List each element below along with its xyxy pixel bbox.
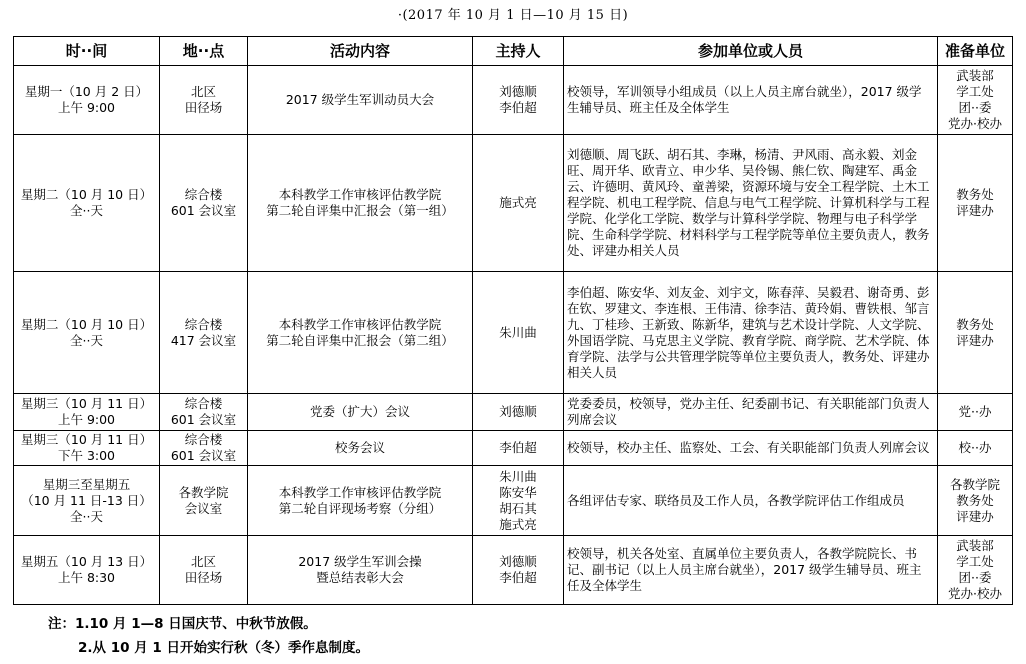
- prep-unit: 学工处: [956, 554, 994, 569]
- cell-prep-unit: [938, 431, 1013, 466]
- cell-prep-unit: [938, 536, 1013, 605]
- activity-line: 2017 级学生军训动员大会: [285, 92, 435, 107]
- header-host: 主持人: [473, 37, 564, 66]
- header-time: 时··间: [14, 37, 160, 66]
- cell-participants: 校领导，校办主任、监察处、工会、有关职能部门负责人列席会议: [564, 431, 938, 466]
- header-row: [14, 37, 1013, 66]
- place-room: 田径场: [184, 100, 223, 115]
- cell-time: [14, 536, 160, 605]
- prep-unit: 学工处: [956, 84, 994, 99]
- header-prep-unit: 准备单位: [938, 37, 1013, 66]
- schedule-table: [13, 36, 1013, 605]
- time-day: 星期五（10 月 13 日）: [20, 554, 153, 569]
- table-row: [14, 66, 1013, 135]
- cell-prep-unit: [938, 66, 1013, 135]
- cell-time: [14, 135, 160, 272]
- time-hour: 下午 3:00: [57, 448, 116, 463]
- table-row: [14, 135, 1013, 272]
- place-room: 601 会议室: [170, 203, 237, 218]
- table-row: [14, 466, 1013, 536]
- activity-line: 第二轮自评集中汇报会（第一组）: [266, 203, 454, 218]
- cell-prep-unit: [938, 272, 1013, 394]
- place-area: 综合楼: [184, 316, 223, 332]
- cell-prep-unit: [938, 394, 1013, 431]
- time-hour: 全··天: [70, 203, 103, 218]
- table-row: [14, 536, 1013, 605]
- cell-time: [14, 466, 160, 536]
- host-name: 朱川曲: [499, 324, 537, 340]
- host-name: 施式亮: [499, 195, 537, 210]
- table-row: [14, 272, 1013, 394]
- footnote-1: 注：1.10 月 1—8 日国庆节、中秋节放假。: [48, 616, 317, 632]
- cell-activity: [248, 66, 473, 135]
- prep-unit: 教务处: [956, 187, 994, 202]
- place-area: 北区: [190, 84, 216, 99]
- prep-unit: 评建办: [956, 332, 994, 348]
- activity-line: 校务会议: [334, 440, 385, 455]
- host-name: 胡石其: [499, 500, 537, 516]
- prep-unit: 评建办: [956, 203, 994, 218]
- cell-time: [14, 66, 160, 135]
- cell-host: [473, 272, 564, 394]
- cell-time: [14, 394, 160, 431]
- time-day: 星期三（10 月 11 日）: [20, 432, 153, 447]
- cell-participants: 党委委员，校领导，党办主任、纪委副书记、有关职能部门负责人列席会议: [564, 394, 938, 431]
- cell-participants: 校领导，军训领导小组成员（以上人员主席台就坐），2017 级学生辅导员、班主任及全体学生: [564, 66, 938, 135]
- activity-line: 暨总结表彰大会: [316, 570, 404, 585]
- cell-activity: [248, 135, 473, 272]
- host-name: 朱川曲: [499, 468, 537, 484]
- host-name: 李伯超: [499, 100, 537, 115]
- time-hour: 上午 8:30: [57, 570, 116, 585]
- cell-participants: 李伯超、陈安华、刘友金、刘宇文，陈春萍、吴毅君、谢奇勇、彭在钦、罗建文、李连根、王伟清、徐李洁、黄玲娟、曹铁根、邹言九、丁桂珍、王新致、陈新华，建筑与艺术设计学院、人文学院、外国语学院、马克思主义学院、教育学院、商学院、艺术学院、体育学院、法学与公共管理学院等单位主要负责人，教务处、评建办相关人员: [564, 272, 938, 394]
- prep-unit: 党办·校办: [948, 116, 1002, 131]
- time-day: 星期三（10 月 11 日）: [20, 396, 153, 411]
- cell-place: [160, 536, 248, 605]
- activity-line: 2017 级学生军训会操: [298, 554, 422, 569]
- activity-line: 第二轮自评集中汇报会（第二组）: [266, 332, 454, 348]
- cell-time: [14, 272, 160, 394]
- activity-line: 本科教学工作审核评估教学院: [278, 316, 442, 332]
- cell-participants: 刘德顺、周飞跃、胡石其、李琳，杨清、尹风雨、高永毅、刘金旺、周开华、欧青立、申少华、吴伶锡、熊仁钦、陶建军、禹金云、许德明、黄风玲、童善梁，资源环境与安全工程学院、土木工程学院、机电工程学院、信息与电气工程学院、计算机科学与工程学院、化学化工学院、数学与计算科学学院、物理与电子科学学院、生命科学学院、材料科学与工程学院等单位主要负责人，教务处、评建办相关人员: [564, 135, 938, 272]
- footnote-2: 2.从 10 月 1 日开始实行秋（冬）季作息制度。: [78, 640, 370, 656]
- prep-unit: 武装部: [956, 68, 994, 83]
- header-activity: 活动内容: [248, 37, 473, 66]
- time-hour: 上午 9:00: [57, 100, 116, 115]
- host-name: 刘德顺: [499, 554, 537, 569]
- date-range-subtitle: ·(2017 年 10 月 1 日—10 月 15 日): [397, 8, 629, 23]
- time-day: 星期三至星期五: [42, 476, 131, 492]
- host-name: 李伯超: [499, 570, 537, 585]
- place-area: 综合楼: [184, 432, 223, 447]
- activity-line: 本科教学工作审核评估教学院: [278, 484, 442, 500]
- place-area: 综合楼: [184, 187, 223, 202]
- table-row: [14, 394, 1013, 431]
- prep-unit: 校··办: [958, 440, 992, 455]
- time-day: 星期二（10 月 10 日）: [20, 187, 153, 202]
- cell-host: [473, 536, 564, 605]
- time-hour: 全··天: [70, 508, 103, 524]
- table-row: [14, 431, 1013, 466]
- place-room: 601 会议室: [170, 412, 237, 427]
- activity-line: 第二轮自评现场考察（分组）: [278, 500, 442, 516]
- time-hour: 上午 9:00: [57, 412, 116, 427]
- prep-unit: 党办·校办: [948, 586, 1002, 601]
- cell-activity: [248, 466, 473, 536]
- cell-place: [160, 466, 248, 536]
- place-area: 北区: [190, 554, 216, 569]
- time-date-range: （10 月 11 日-13 日）: [21, 492, 152, 508]
- host-name: 陈安华: [499, 484, 537, 500]
- prep-unit: 教务处: [956, 316, 994, 332]
- cell-activity: [248, 536, 473, 605]
- cell-host: [473, 394, 564, 431]
- cell-host: [473, 135, 564, 272]
- prep-unit: 团··委: [958, 100, 992, 115]
- prep-unit: 团··委: [958, 570, 992, 585]
- place-area: 各教学院: [178, 484, 229, 500]
- footnotes: [48, 612, 369, 660]
- activity-line: 党委（扩大）会议: [309, 404, 410, 419]
- prep-unit: 各教学院: [949, 476, 1000, 492]
- time-day: 星期一（10 月 2 日）: [24, 84, 149, 99]
- cell-activity: [248, 394, 473, 431]
- cell-prep-unit: [938, 135, 1013, 272]
- host-name: 刘德顺: [499, 84, 537, 99]
- cell-place: [160, 135, 248, 272]
- place-room: 会议室: [184, 500, 223, 516]
- prep-unit: 评建办: [956, 508, 994, 524]
- place-room: 417 会议室: [170, 332, 237, 348]
- prep-unit: 教务处: [956, 492, 994, 508]
- cell-participants: 各组评估专家、联络员及工作人员，各教学院评估工作组成员: [564, 466, 938, 536]
- cell-time: [14, 431, 160, 466]
- place-room: 601 会议室: [170, 448, 237, 463]
- cell-place: [160, 431, 248, 466]
- cell-place: [160, 394, 248, 431]
- cell-place: [160, 272, 248, 394]
- time-hour: 全··天: [70, 332, 103, 348]
- cell-host: [473, 431, 564, 466]
- header-place: 地··点: [160, 37, 248, 66]
- prep-unit: 武装部: [956, 538, 994, 553]
- host-name: 刘德顺: [499, 404, 537, 419]
- activity-line: 本科教学工作审核评估教学院: [278, 187, 442, 202]
- header-participants: 参加单位或人员: [564, 37, 938, 66]
- place-room: 田径场: [184, 570, 223, 585]
- cell-activity: [248, 272, 473, 394]
- cell-host: [473, 466, 564, 536]
- prep-unit: 党··办: [958, 404, 992, 419]
- cell-prep-unit: [938, 466, 1013, 536]
- cell-participants: 校领导，机关各处室、直属单位主要负责人，各教学院院长、书记、副书记（以上人员主席台就坐），2017 级学生辅导员、班主任及全体学生: [564, 536, 938, 605]
- time-day: 星期二（10 月 10 日）: [20, 316, 153, 332]
- host-name: 李伯超: [499, 440, 537, 455]
- cell-activity: [248, 431, 473, 466]
- place-area: 综合楼: [184, 396, 223, 411]
- host-name: 施式亮: [499, 516, 537, 532]
- cell-host: [473, 66, 564, 135]
- cell-place: [160, 66, 248, 135]
